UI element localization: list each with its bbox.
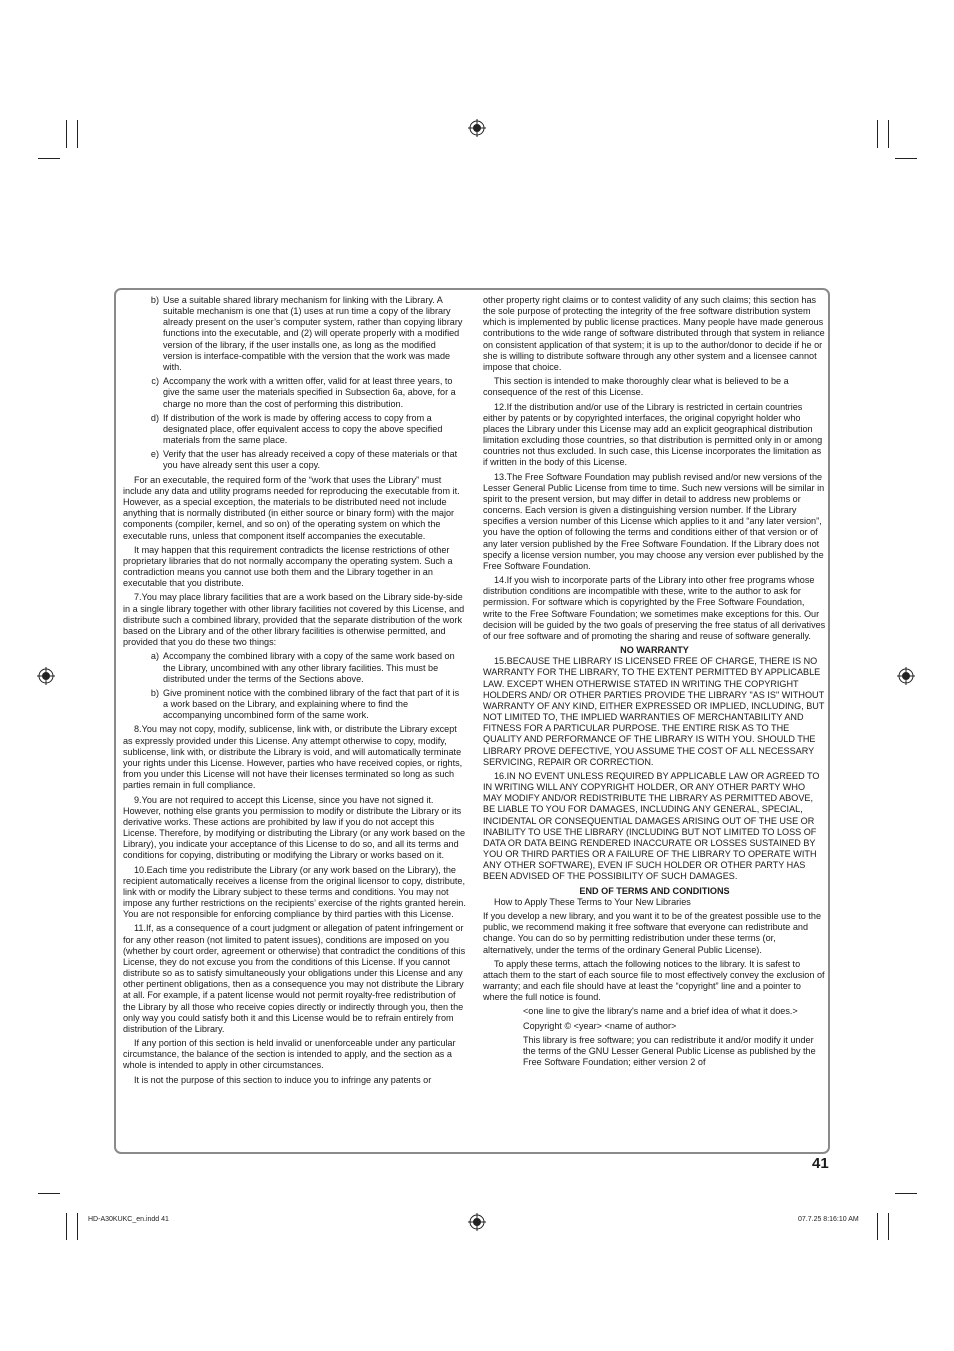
list-item-label: d): [150, 412, 159, 423]
section-heading: END OF TERMS AND CONDITIONS: [579, 885, 730, 896]
list-item-text: Verify that the user has already received a copy of these materials or that you have already sent this user a copy.: [163, 449, 458, 471]
list-item-text: Use a suitable shared library mechanism for linking with the Library. A suitable mechanism is one that (1) uses at run time a copy of the library already present on the user’s computer system, rather than copying library functions into the executable, and (2) will operate properly with a modified version of the library, if the user installs one, as long as the modified version is interface-compatible with the version that the work was made with.: [163, 295, 463, 372]
paragraph: If you develop a new library, and you want it to be of the greatest possible use to the public, we recommend making it free software that everyone can redistribute and change. You can do so by permitting redistribution under these terms (or, alternatively, under the terms of the ordinary General Public License).: [483, 911, 822, 955]
list-item: [123, 376, 466, 409]
list-item-label: e): [150, 449, 159, 460]
paragraph: other property right claims or to contest validity of any such claims; this section has the sole purpose of protecting the integrity of the free software distribution system which is implemented by public license practices. Many people have made generous contributions to the wide range of software distributed through that system in reliance on consistent application of that system; it is up to the author/donor to decide if he or she is willing to distribute software through any other system and a licensee cannot impose that choice.: [483, 295, 825, 372]
paragraph: 16.IN NO EVENT UNLESS REQUIRED BY APPLICABLE LAW OR AGREED TO IN WRITING WILL ANY COPYRIGHT HOLDER, OR ANY OTHER PARTY WHO MAY MODIFY AND/OR REDISTRIBUTE THE LIBRARY AS PERMITTED ABOVE, BE LIABLE TO YOU FOR DAMAGES, INCLUDING ANY GENERAL, SPECIAL, INCIDENTAL OR CONSEQUENTIAL DAMAGES ARISING OUT OF THE USE OR INABILITY TO USE THE LIBRARY (INCLUDING BUT NOT LIMITED TO LOSS OF DATA OR DATA BEING RENDERED INACCURATE OR LOSSES SUSTAINED BY YOU OR THIRD PARTIES OR A FAILURE OF THE LIBRARY TO OPERATE WITH ANY OTHER SOFTWARE), EVEN IF SUCH HOLDER OR OTHER PARTY HAS BEEN ADVISED OF THE POSSIBILITY OF SUCH DAMAGES.: [483, 770, 820, 882]
notice-text: <one line to give the library's name and a brief idea of what it does.>: [523, 1006, 798, 1017]
list-item-label: c): [151, 376, 159, 387]
list-item-label: b): [150, 687, 159, 698]
list-item: [123, 688, 466, 721]
list-item: [123, 413, 466, 446]
page-number: 41: [812, 1155, 829, 1172]
paragraph: It is not the purpose of this section to induce you to infringe any patents or: [134, 1074, 432, 1085]
paragraph: To apply these terms, attach the following notices to the library. It is safest to attach them to the start of each source file to most effectively convey the exclusion of warranty; and each file should have at least the “copyright” line and a pointer to where the full notice is found.: [483, 958, 825, 1003]
paragraph: 11.If, as a consequence of a court judgment or allegation of patent infringement or for any other reason (not limited to patent issues), conditions are imposed on you (whether by court order, agreement or otherwise) that contradict the conditions of this License, they do not excuse you from the conditions of this License. If you cannot distribute so as to satisfy simultaneously your obligations under this License and any other pertinent obligations, then as a consequence you may not distribute the Library at all. For example, if a patent license would not permit royalty-free redistribution of the Library by all those who receive copies directly or indirectly through you, then the only way you could satisfy both it and this License would be to refrain entirely from distribution of the Library.: [123, 923, 466, 1034]
section-heading: NO WARRANTY: [620, 645, 689, 656]
paragraph: How to Apply These Terms to Your New Libraries: [494, 896, 691, 907]
list-item: [123, 449, 466, 471]
paragraph: 7.You may place library facilities that are a work based on the Library side-by-side in a single library together with other library facilities not covered by this License, and distribute such a combined library, provided that the separate distribution of the work based on the Library and of the other library facilities is otherwise permitted, and provided that you do these two things:: [123, 592, 465, 648]
paragraph: 9.You are not required to accept this License, since you have not signed it. However, nothing else grants you permission to modify or distribute the Library or its derivative works. These actions are prohibited by law if you do not accept this License. Therefore, by modifying or distributing the Library (or any work based on the Library), you indicate your acceptance of this License to do so, and all its terms and conditions for copying, distributing or modifying the Library or works based on it.: [123, 794, 466, 861]
right-column: [483, 295, 826, 1072]
paragraph: 14.If you wish to incorporate parts of the Library into other free programs whose distribution conditions are incompatible with these, write to the author to ask for permission. For software which is copyrighted by the Free Software Foundation, write to the Free Software Foundation; we sometimes make exceptions for this. Our decision will be guided by the two goals of preserving the free status of all derivatives of our free software and of promoting the sharing and reuse of software generally.: [483, 575, 826, 641]
list-item-label: b): [150, 295, 159, 305]
notice-text: Copyright © <year> <name of author>: [523, 1020, 677, 1031]
list-item: [123, 651, 466, 684]
paragraph: 13.The Free Software Foundation may publish revised and/or new versions of the Lesser General Public License from time to time. Such new versions will be similar in spirit to the present version, but may differ in detail to address new problems or concerns. Each version is given a distinguishing version number. If the Library specifies a version number of this License which applies to it and “any later version”, you have the option of following the terms and conditions either of that version or of any later version published by the Free Software Foundation. If the Library does not specify a license version number, you may choose any version ever published by the Free Software Foundation.: [483, 471, 825, 571]
list-item-text: Accompany the combined library with a copy of the same work based on the Library, uncombined with any other library facilities. This must be distributed under the terms of the Sections above.: [163, 651, 455, 684]
paragraph: 15.BECAUSE THE LIBRARY IS LICENSED FREE OF CHARGE, THERE IS NO WARRANTY FOR THE LIBRARY, TO THE EXTENT PERMITTED BY APPLICABLE LAW. EXCEPT WHEN OTHERWISE STATED IN WRITING THE COPYRIGHT HOLDERS AND/ OR OTHER PARTIES PROVIDE THE LIBRARY "AS IS" WITHOUT WARRANTY OF ANY KIND, EITHER EXPRESSED OR IMPLIED, INCLUDING, BUT NOT LIMITED TO, THE IMPLIED WARRANTIES OF MERCHANTABILITY AND FITNESS FOR A PARTICULAR PURPOSE. THE ENTIRE RISK AS TO THE QUALITY AND PERFORMANCE OF THE LIBRARY IS WITH YOU. SHOULD THE LIBRARY PROVE DEFECTIVE, YOU ASSUME THE COST OF ALL NECESSARY SERVICING, REPAIR OR CORRECTION.: [483, 656, 825, 767]
paragraph: For an executable, the required form of the “work that uses the Library” must include any data and utility programs needed for reproducing the executable from it. However, as a special exception, the materials to be distributed need not include anything that is normally distributed (in either source or binary form) with the major components (compiler, kernel, and so on) of the operating system on which the executable runs, unless that component itself accompanies the executable.: [123, 474, 460, 541]
paragraph: 10.Each time you redistribute the Library (or any work based on the Library), the recipient automatically receives a license from the original licensor to copy, distribute, link with or modify the Library subject to these terms and conditions. You may not impose any further restrictions on the recipients’ exercise of the rights granted herein. You are not responsible for enforcing compliance by third parties with this License.: [123, 864, 466, 920]
paragraph: 12.If the distribution and/or use of the Library is restricted in certain countries either by patents or by copyrighted interfaces, the original copyright holder who places the Library under this License may add an explicit geographical distribution limitation excluding those countries, so that distribution is permitted only in or among countries not thus excluded. In such case, this License incorporates the limitation as if written in the body of this License.: [483, 401, 823, 468]
notice-text: This library is free software; you can redistribute it and/or modify it under the terms of the GNU Lesser General Public License as published by the Free Software Foundation; either version 2 of: [523, 1034, 816, 1068]
left-column: [123, 295, 466, 1089]
list-item-text: If distribution of the work is made by offering access to copy from a designated place, offer equivalent access to copy the above specified materials from the same place.: [163, 412, 443, 446]
paragraph: It may happen that this requirement contradicts the license restrictions of other proprietary libraries that do not normally accompany the operating system. Such a contradiction means you cannot use both them and the Library together in an executable that you distribute.: [123, 544, 453, 589]
footer-timestamp: 07.7.25 8:16:10 AM: [798, 1216, 859, 1223]
list-item-label: a): [150, 651, 159, 662]
list-item-text: Accompany the work with a written offer, valid for at least three years, to give the same user the materials specified in Subsection 6a, above, for a charge no more than the cost of performing this distribution.: [163, 376, 456, 409]
paragraph: This section is intended to make thoroughly clear what is believed to be a consequence of the rest of this License.: [483, 376, 789, 398]
footer-filename: HD-A30KUKC_en.indd 41: [88, 1216, 169, 1223]
list-item-text: Give prominent notice with the combined library of the fact that part of it is a work based on the Library, and explaining where to find the accompanying uncombined form of the same work.: [163, 687, 460, 721]
list-item: [123, 295, 466, 373]
paragraph: If any portion of this section is held invalid or unenforceable under any particular circumstance, the balance of the section is intended to apply, and the section as a whole is intended to apply in other circumstances.: [123, 1038, 456, 1071]
paragraph: 8.You may not copy, modify, sublicense, link with, or distribute the Library except as expressly provided under this License. Any attempt otherwise to copy, modify, sublicense, link with, or distribute the Library is void, and will automatically terminate your rights under this License. However, parties who have received copies, or rights, from you under this License will not have their licenses terminated so long as such parties remain in full compliance.: [123, 724, 463, 791]
